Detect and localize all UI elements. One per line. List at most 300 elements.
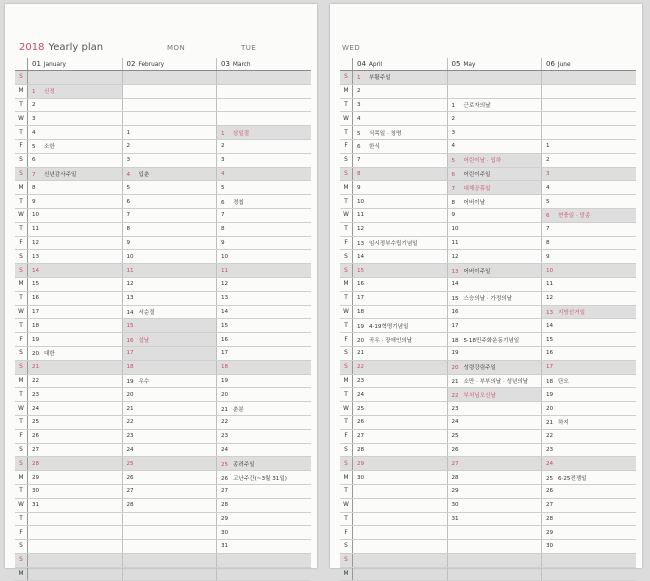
date-cell[interactable] — [542, 374, 637, 388]
table-row — [15, 374, 311, 388]
date-cell[interactable] — [28, 498, 123, 512]
date-cell[interactable] — [353, 236, 448, 250]
date-cell[interactable] — [28, 484, 123, 498]
day-number: 22 — [32, 377, 40, 384]
date-cell[interactable] — [542, 319, 637, 333]
day-number: 16 — [32, 295, 40, 302]
day-number: 31 — [32, 502, 40, 509]
date-cell[interactable] — [28, 195, 123, 209]
date-cell[interactable] — [447, 84, 542, 98]
date-cell[interactable] — [217, 388, 312, 402]
date-cell[interactable] — [28, 236, 123, 250]
date-cell[interactable] — [122, 319, 217, 333]
date-cell[interactable] — [217, 498, 312, 512]
date-cell[interactable] — [542, 291, 637, 305]
day-number: 8 — [221, 226, 225, 233]
date-cell[interactable] — [217, 443, 312, 457]
date-cell[interactable] — [217, 305, 312, 319]
table-row — [15, 236, 311, 250]
date-cell[interactable] — [447, 222, 542, 236]
date-cell[interactable] — [217, 181, 312, 195]
date-cell[interactable] — [447, 457, 542, 471]
event-label: 우수 — [138, 378, 150, 385]
day-of-week: F — [15, 526, 28, 540]
date-cell[interactable] — [122, 139, 217, 153]
day-of-week: M — [15, 277, 28, 291]
month-name: June — [557, 62, 571, 68]
date-cell[interactable] — [217, 553, 312, 567]
day-number: 9 — [126, 239, 131, 246]
date-cell[interactable] — [447, 526, 542, 540]
day-number: 11 — [126, 267, 134, 274]
date-cell[interactable] — [217, 236, 312, 250]
date-cell[interactable] — [542, 429, 637, 443]
date-cell[interactable] — [542, 346, 637, 360]
date-cell[interactable] — [353, 553, 448, 567]
table-row — [15, 484, 311, 498]
date-cell[interactable] — [28, 167, 123, 181]
day-number: 10 — [221, 253, 229, 260]
date-cell[interactable] — [447, 305, 542, 319]
day-of-week: T — [340, 388, 353, 402]
date-cell[interactable] — [217, 402, 312, 416]
date-cell[interactable] — [122, 415, 217, 429]
date-cell[interactable] — [542, 471, 637, 485]
date-cell[interactable] — [542, 71, 637, 85]
date-cell[interactable] — [353, 71, 448, 85]
table-row — [340, 429, 636, 443]
date-cell[interactable] — [217, 222, 312, 236]
day-number: 9 — [32, 198, 36, 205]
event-label: 단오 — [558, 378, 569, 385]
date-cell[interactable] — [217, 457, 312, 471]
date-cell[interactable] — [447, 360, 542, 374]
date-cell[interactable] — [28, 388, 123, 402]
date-cell[interactable] — [353, 277, 448, 291]
date-cell[interactable] — [447, 71, 542, 85]
date-cell[interactable] — [542, 402, 637, 416]
date-cell[interactable] — [353, 388, 448, 402]
date-cell[interactable] — [217, 374, 312, 388]
event-label: 곡우 · 장애인의날 — [369, 337, 413, 344]
date-cell[interactable] — [542, 84, 637, 98]
date-cell[interactable] — [122, 457, 217, 471]
date-cell[interactable] — [542, 277, 637, 291]
date-cell[interactable] — [447, 374, 542, 388]
date-cell[interactable] — [353, 305, 448, 319]
date-cell[interactable] — [122, 553, 217, 567]
date-cell[interactable] — [542, 553, 637, 567]
date-cell[interactable] — [122, 374, 217, 388]
day-of-week: F — [15, 139, 28, 153]
date-cell[interactable] — [217, 126, 312, 140]
date-cell[interactable] — [122, 484, 217, 498]
date-cell[interactable] — [122, 126, 217, 140]
date-cell[interactable] — [447, 484, 542, 498]
day-of-week: W — [15, 305, 28, 319]
date-cell[interactable] — [353, 333, 448, 347]
date-cell[interactable] — [122, 264, 217, 278]
table-row — [15, 540, 311, 554]
date-cell[interactable] — [122, 402, 217, 416]
date-cell[interactable] — [447, 153, 542, 167]
date-cell[interactable] — [353, 167, 448, 181]
date-cell[interactable] — [542, 153, 637, 167]
date-cell[interactable] — [122, 360, 217, 374]
event-label: 하지 — [558, 420, 569, 427]
day-number: 24 — [32, 405, 40, 412]
date-cell[interactable] — [353, 498, 448, 512]
date-cell[interactable] — [447, 181, 542, 195]
date-cell[interactable] — [122, 346, 217, 360]
date-cell[interactable] — [217, 153, 312, 167]
day-of-week: T — [15, 291, 28, 305]
date-cell[interactable] — [28, 457, 123, 471]
date-cell[interactable] — [28, 512, 123, 526]
date-cell[interactable] — [353, 429, 448, 443]
date-cell[interactable] — [122, 277, 217, 291]
date-cell[interactable] — [122, 236, 217, 250]
date-cell[interactable] — [542, 484, 637, 498]
day-number: 19 — [546, 391, 554, 398]
date-cell[interactable] — [542, 526, 637, 540]
date-cell[interactable] — [542, 443, 637, 457]
date-cell[interactable] — [542, 415, 637, 429]
day-number: 13 — [451, 268, 459, 275]
date-cell[interactable] — [447, 264, 542, 278]
event-label: 설날 — [138, 337, 150, 344]
date-cell[interactable] — [542, 512, 637, 526]
date-cell[interactable] — [447, 402, 542, 416]
date-cell[interactable] — [447, 567, 542, 581]
date-cell[interactable] — [28, 333, 123, 347]
date-cell[interactable] — [217, 71, 312, 85]
date-cell[interactable] — [217, 567, 312, 581]
ghost-text-wed: WED — [342, 44, 361, 52]
date-cell[interactable] — [353, 291, 448, 305]
date-cell[interactable] — [353, 112, 448, 126]
date-cell[interactable] — [353, 264, 448, 278]
date-cell[interactable] — [542, 236, 637, 250]
event-label: 스승의날 · 가정의날 — [463, 296, 513, 303]
date-cell[interactable] — [122, 98, 217, 112]
date-cell[interactable] — [122, 429, 217, 443]
date-cell[interactable] — [353, 567, 448, 581]
day-number: 13 — [357, 240, 365, 247]
date-cell[interactable] — [122, 250, 217, 264]
date-cell[interactable] — [217, 98, 312, 112]
date-cell[interactable] — [447, 319, 542, 333]
table-row — [340, 553, 636, 567]
date-cell[interactable] — [542, 250, 637, 264]
table-row — [15, 457, 311, 471]
date-cell[interactable] — [217, 333, 312, 347]
date-cell[interactable] — [28, 553, 123, 567]
day-number: 27 — [32, 446, 40, 453]
day-number: 1 — [357, 75, 361, 82]
day-number: 18 — [546, 378, 554, 385]
date-cell[interactable] — [447, 540, 542, 554]
date-cell[interactable] — [217, 346, 312, 360]
date-cell[interactable] — [353, 443, 448, 457]
date-cell[interactable] — [28, 526, 123, 540]
date-cell[interactable] — [122, 471, 217, 485]
day-number: 20 — [546, 405, 554, 412]
day-of-week: W — [15, 498, 28, 512]
day-of-week: M — [15, 84, 28, 98]
date-cell[interactable] — [217, 277, 312, 291]
table-row — [340, 471, 636, 485]
date-cell[interactable] — [217, 415, 312, 429]
date-cell[interactable] — [447, 112, 542, 126]
day-number: 5 — [546, 198, 550, 205]
date-cell[interactable] — [353, 374, 448, 388]
date-cell[interactable] — [122, 222, 217, 236]
date-cell[interactable] — [28, 471, 123, 485]
date-cell[interactable] — [122, 208, 217, 222]
date-cell[interactable] — [542, 139, 637, 153]
date-cell[interactable] — [542, 305, 637, 319]
day-number: 26 — [126, 474, 134, 481]
date-cell[interactable] — [28, 567, 123, 581]
date-cell[interactable] — [122, 333, 217, 347]
day-of-week: T — [15, 126, 28, 140]
date-cell[interactable] — [217, 112, 312, 126]
date-cell[interactable] — [28, 126, 123, 140]
day-number: 13 — [126, 295, 134, 302]
date-cell[interactable] — [542, 112, 637, 126]
day-number: 7 — [32, 171, 36, 178]
date-cell[interactable] — [122, 195, 217, 209]
date-cell[interactable] — [28, 153, 123, 167]
day-number: 20 — [32, 351, 40, 358]
date-cell[interactable] — [447, 553, 542, 567]
date-cell[interactable] — [447, 415, 542, 429]
date-cell[interactable] — [542, 98, 637, 112]
table-row — [15, 264, 311, 278]
date-cell[interactable] — [122, 181, 217, 195]
date-cell[interactable] — [353, 457, 448, 471]
date-cell[interactable] — [542, 498, 637, 512]
day-of-week: T — [15, 484, 28, 498]
date-cell[interactable] — [353, 126, 448, 140]
event-label: 경칩 — [233, 199, 244, 206]
day-number: 18 — [357, 308, 365, 315]
date-cell[interactable] — [353, 250, 448, 264]
date-cell[interactable] — [122, 540, 217, 554]
date-cell[interactable] — [542, 126, 637, 140]
day-number: 16 — [221, 336, 229, 343]
date-cell[interactable] — [122, 526, 217, 540]
date-cell[interactable] — [28, 319, 123, 333]
event-label: 어버이날 — [463, 199, 486, 206]
date-cell[interactable] — [28, 84, 123, 98]
date-cell[interactable] — [28, 71, 123, 85]
date-cell[interactable] — [217, 84, 312, 98]
date-cell[interactable] — [122, 567, 217, 581]
date-cell[interactable] — [122, 305, 217, 319]
date-cell[interactable] — [217, 208, 312, 222]
date-cell[interactable] — [447, 98, 542, 112]
date-cell[interactable] — [447, 167, 542, 181]
day-of-week: T — [340, 222, 353, 236]
date-cell[interactable] — [542, 540, 637, 554]
date-cell[interactable] — [28, 222, 123, 236]
date-cell[interactable] — [122, 443, 217, 457]
day-number: 22 — [221, 419, 229, 426]
date-cell[interactable] — [28, 429, 123, 443]
date-cell[interactable] — [217, 291, 312, 305]
date-cell[interactable] — [122, 498, 217, 512]
day-number: 22 — [451, 392, 459, 399]
day-number: 10 — [32, 212, 40, 219]
day-number: 9 — [451, 212, 456, 219]
date-cell[interactable] — [353, 346, 448, 360]
date-cell[interactable] — [217, 139, 312, 153]
date-cell[interactable] — [447, 346, 542, 360]
date-cell[interactable] — [542, 208, 637, 222]
date-cell[interactable] — [353, 208, 448, 222]
date-cell[interactable] — [28, 250, 123, 264]
date-cell[interactable] — [542, 264, 637, 278]
date-cell[interactable] — [122, 388, 217, 402]
day-number: 3 — [357, 101, 361, 108]
day-number: 2 — [126, 143, 131, 150]
date-cell[interactable] — [122, 71, 217, 85]
date-cell[interactable] — [447, 498, 542, 512]
date-cell[interactable] — [542, 388, 637, 402]
date-cell[interactable] — [122, 153, 217, 167]
day-number: 4 — [126, 171, 131, 178]
date-cell[interactable] — [353, 98, 448, 112]
date-cell[interactable] — [122, 112, 217, 126]
date-cell[interactable] — [447, 139, 542, 153]
day-number: 28 — [357, 446, 365, 453]
table-row — [15, 388, 311, 402]
date-cell[interactable] — [28, 374, 123, 388]
date-cell[interactable] — [542, 181, 637, 195]
date-cell[interactable] — [542, 360, 637, 374]
day-of-week: T — [340, 98, 353, 112]
date-cell[interactable] — [353, 195, 448, 209]
date-cell[interactable] — [353, 181, 448, 195]
date-cell[interactable] — [217, 471, 312, 485]
date-cell[interactable] — [353, 540, 448, 554]
date-cell[interactable] — [28, 208, 123, 222]
date-cell[interactable] — [28, 98, 123, 112]
date-cell[interactable] — [447, 443, 542, 457]
date-cell[interactable] — [447, 236, 542, 250]
date-cell[interactable] — [122, 291, 217, 305]
date-cell[interactable] — [447, 512, 542, 526]
date-cell[interactable] — [353, 139, 448, 153]
date-cell[interactable] — [217, 167, 312, 181]
day-number: 1 — [546, 143, 550, 150]
date-cell[interactable] — [447, 471, 542, 485]
date-cell[interactable] — [217, 429, 312, 443]
date-cell[interactable] — [217, 250, 312, 264]
date-cell[interactable] — [28, 443, 123, 457]
date-cell[interactable] — [28, 181, 123, 195]
date-cell[interactable] — [217, 540, 312, 554]
date-cell[interactable] — [28, 415, 123, 429]
date-cell[interactable] — [217, 264, 312, 278]
day-number: 23 — [546, 446, 554, 453]
date-cell[interactable] — [217, 526, 312, 540]
date-cell[interactable] — [353, 415, 448, 429]
date-cell[interactable] — [353, 512, 448, 526]
date-cell[interactable] — [542, 222, 637, 236]
day-of-week: F — [15, 333, 28, 347]
day-number: 28 — [126, 502, 134, 509]
date-cell[interactable] — [353, 153, 448, 167]
date-cell[interactable] — [122, 84, 217, 98]
date-cell[interactable] — [447, 429, 542, 443]
date-cell[interactable] — [28, 291, 123, 305]
date-cell[interactable] — [28, 540, 123, 554]
date-cell[interactable] — [353, 402, 448, 416]
date-cell[interactable] — [353, 222, 448, 236]
date-cell[interactable] — [542, 167, 637, 181]
date-cell[interactable] — [542, 195, 637, 209]
date-cell[interactable] — [542, 567, 637, 581]
page-title — [19, 42, 103, 53]
date-cell[interactable] — [447, 250, 542, 264]
date-cell[interactable] — [353, 526, 448, 540]
date-cell[interactable] — [353, 319, 448, 333]
day-of-week: W — [340, 498, 353, 512]
date-cell[interactable] — [217, 195, 312, 209]
date-cell[interactable] — [447, 208, 542, 222]
date-cell[interactable] — [28, 305, 123, 319]
day-number: 13 — [546, 309, 554, 316]
day-of-week: S — [340, 443, 353, 457]
date-cell[interactable] — [28, 360, 123, 374]
date-cell[interactable] — [122, 512, 217, 526]
event-label: 어버이주일 — [463, 268, 491, 275]
event-label: 대한 — [44, 351, 55, 358]
event-label: 식목일 · 청명 — [369, 130, 402, 137]
date-cell[interactable] — [542, 333, 637, 347]
day-of-week: M — [340, 471, 353, 485]
date-cell[interactable] — [447, 333, 542, 347]
day-of-week: S — [15, 443, 28, 457]
date-cell[interactable] — [217, 512, 312, 526]
date-cell[interactable] — [447, 126, 542, 140]
date-cell[interactable] — [447, 277, 542, 291]
date-cell[interactable] — [353, 84, 448, 98]
day-of-week: T — [340, 319, 353, 333]
date-cell[interactable] — [217, 484, 312, 498]
day-of-week: S — [340, 553, 353, 567]
date-cell[interactable] — [28, 277, 123, 291]
date-cell[interactable] — [217, 360, 312, 374]
date-cell[interactable] — [353, 471, 448, 485]
date-cell[interactable] — [28, 264, 123, 278]
date-cell[interactable] — [447, 291, 542, 305]
date-cell[interactable] — [28, 112, 123, 126]
date-cell[interactable] — [353, 484, 448, 498]
date-cell[interactable] — [28, 346, 123, 360]
date-cell[interactable] — [122, 167, 217, 181]
date-cell[interactable] — [28, 139, 123, 153]
date-cell[interactable] — [28, 402, 123, 416]
date-cell[interactable] — [542, 457, 637, 471]
date-cell[interactable] — [353, 360, 448, 374]
date-cell[interactable] — [447, 195, 542, 209]
date-cell[interactable] — [217, 319, 312, 333]
date-cell[interactable] — [447, 388, 542, 402]
